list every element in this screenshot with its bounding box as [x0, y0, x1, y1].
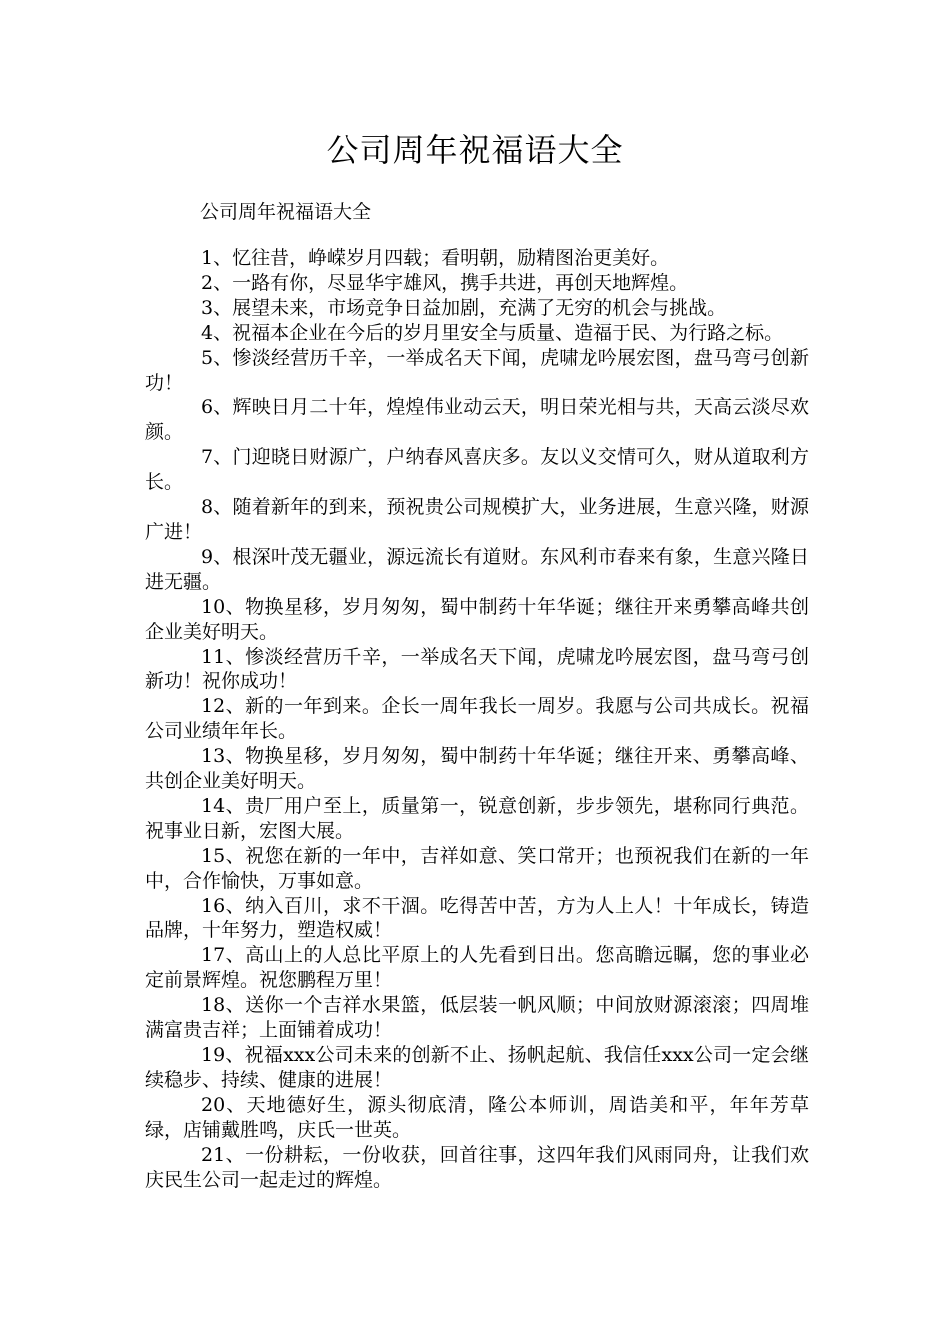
list-item: 21、一份耕耘，一份收获，回首往事，这四年我们风雨同舟，让我们欢庆民生公司一起走过的辉煌。 — [145, 1143, 809, 1191]
list-item: 16、纳入百川，求不干涸。吃得苦中苦，方为人上人！十年成长，铸造品牌，十年努力，塑造权威！ — [145, 894, 809, 942]
list-item: 7、门迎晓日财源广，户纳春风喜庆多。友以义交情可久，财从道取利方长。 — [145, 446, 809, 494]
blessing-list — [145, 246, 809, 1192]
list-item: 18、送你一个吉祥水果篮，低层装一帆风顺；中间放财源滚滚；四周堆满富贵吉祥；上面铺着成功！ — [145, 994, 809, 1042]
list-item: 3、展望未来，市场竞争日益加剧，充满了无穷的机会与挑战。 — [201, 296, 727, 319]
list-item: 19、祝福xxx公司未来的创新不止、扬帆起航、我信任xxx公司一定会继续稳步、持续、健康的进展！ — [145, 1044, 809, 1091]
list-item: 15、祝您在新的一年中，吉祥如意、笑口常开；也预祝我们在新的一年中，合作愉快，万事如意。 — [145, 844, 809, 892]
list-item: 13、物换星移，岁月匆匆，蜀中制药十年华诞；继往开来、勇攀高峰、共创企业美好明天。 — [145, 745, 809, 793]
list-item: 11、惨淡经营历千辛，一举成名天下闻，虎啸龙吟展宏图，盘马弯弓创新功！祝你成功！ — [145, 645, 809, 693]
list-item: 12、新的一年到来。企长一周年我长一周岁。我愿与公司共成长。祝福公司业绩年年长。 — [145, 695, 809, 743]
list-item: 14、贵厂用户至上，质量第一，锐意创新，步步领先，堪称同行典范。祝事业日新，宏图大展。 — [145, 794, 809, 842]
list-item: 10、物换星移，岁月匆匆，蜀中制药十年华诞；继往开来勇攀高峰共创企业美好明天。 — [145, 595, 809, 643]
list-item: 20、天地德好生，源头彻底清，隆公本师训，周诰美和平，年年芳草绿，店铺戴胜鸣，庆氏一世英。 — [145, 1093, 809, 1141]
list-item: 9、根深叶茂无疆业，源远流长有道财。东风利市春来有象，生意兴隆日进无疆。 — [145, 545, 809, 593]
list-item: 2、一路有你，尽显华宇雄风，携手共进，再创天地辉煌。 — [201, 271, 689, 294]
list-item: 4、祝福本企业在今后的岁月里安全与质量、造福于民、为行路之标。 — [201, 321, 784, 344]
document-title: 公司周年祝福语大全 — [326, 131, 624, 169]
document-subtitle: 公司周年祝福语大全 — [200, 201, 372, 223]
list-item: 5、惨淡经营历千辛，一举成名天下闻，虎啸龙吟展宏图，盘马弯弓创新功！ — [145, 346, 809, 394]
list-item: 8、随着新年的到来，预祝贵公司规模扩大，业务进展，生意兴隆，财源广进！ — [145, 496, 809, 543]
list-item: 1、忆往昔，峥嵘岁月四载；看明朝，励精图治更美好。 — [201, 247, 670, 269]
list-item: 6、辉映日月二十年，煌煌伟业动云天，明日荣光相与共，天高云淡尽欢颜。 — [145, 396, 809, 444]
list-item: 17、高山上的人总比平原上的人先看到日出。您高瞻远瞩，您的事业必定前景辉煌。祝您鹏程万里！ — [145, 944, 809, 992]
